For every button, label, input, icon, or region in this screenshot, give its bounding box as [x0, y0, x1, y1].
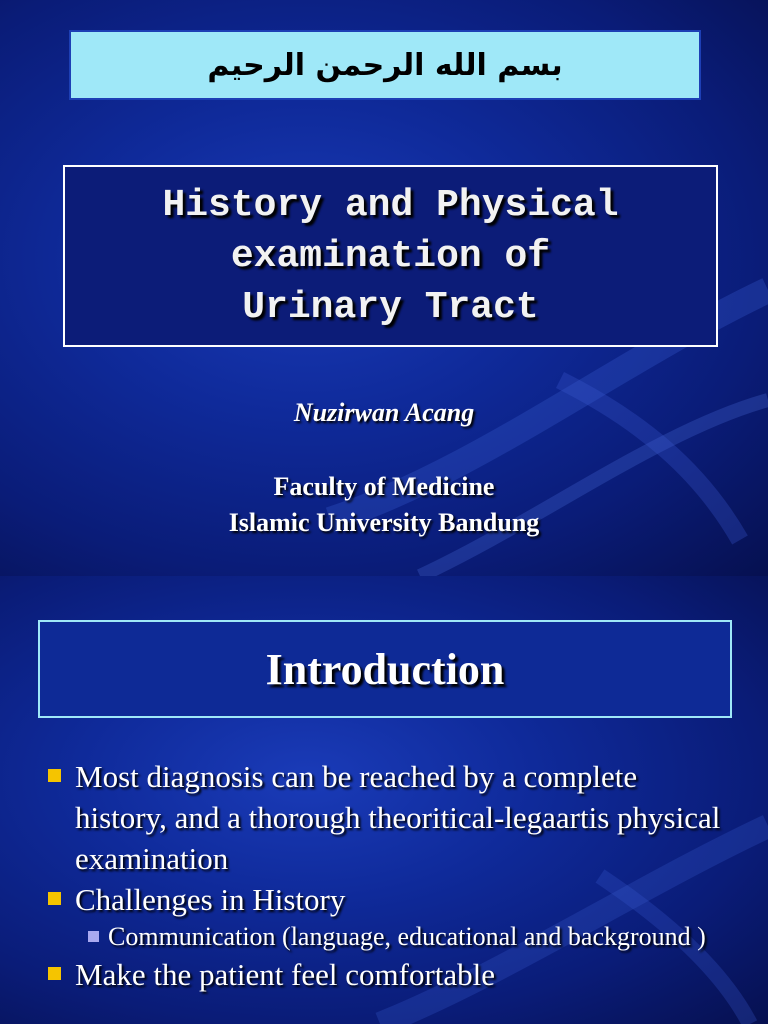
- square-sub-bullet-icon: [88, 931, 99, 942]
- university-name: Islamic University Bandung: [228, 508, 540, 537]
- title-box: [63, 165, 718, 347]
- title-line-1: History and Physical: [162, 183, 619, 227]
- title-line-2: examination of: [230, 234, 551, 278]
- sub-bullet-item: [0, 920, 768, 954]
- author-name: Nuzirwan Acang: [293, 398, 475, 427]
- bullet-item: [0, 756, 768, 879]
- title-line-3: Urinary Tract: [242, 285, 539, 329]
- square-bullet-icon: [48, 967, 61, 980]
- bullet-item: [0, 954, 768, 995]
- sub-bullet-text: Communication (language, educational and background ): [108, 922, 706, 951]
- slide-title: Introduction: [265, 644, 505, 694]
- introduction-slide: [0, 576, 768, 1024]
- basmala-banner: [69, 30, 701, 100]
- square-bullet-icon: [48, 769, 61, 782]
- faculty-name: Faculty of Medicine: [273, 472, 495, 501]
- basmala-text: بسم الله الرحمن الرحيم: [207, 47, 563, 83]
- bullet-item: [0, 879, 768, 920]
- bullet-text: Challenges in History: [75, 882, 346, 917]
- bullet-list: [0, 756, 768, 995]
- slide-title-box: [38, 620, 732, 718]
- square-bullet-icon: [48, 892, 61, 905]
- bullet-text: Most diagnosis can be reached by a complete history, and a thorough theoritical-legaartis physical examination: [75, 759, 721, 876]
- bullet-text: Make the patient feel comfortable: [75, 957, 496, 992]
